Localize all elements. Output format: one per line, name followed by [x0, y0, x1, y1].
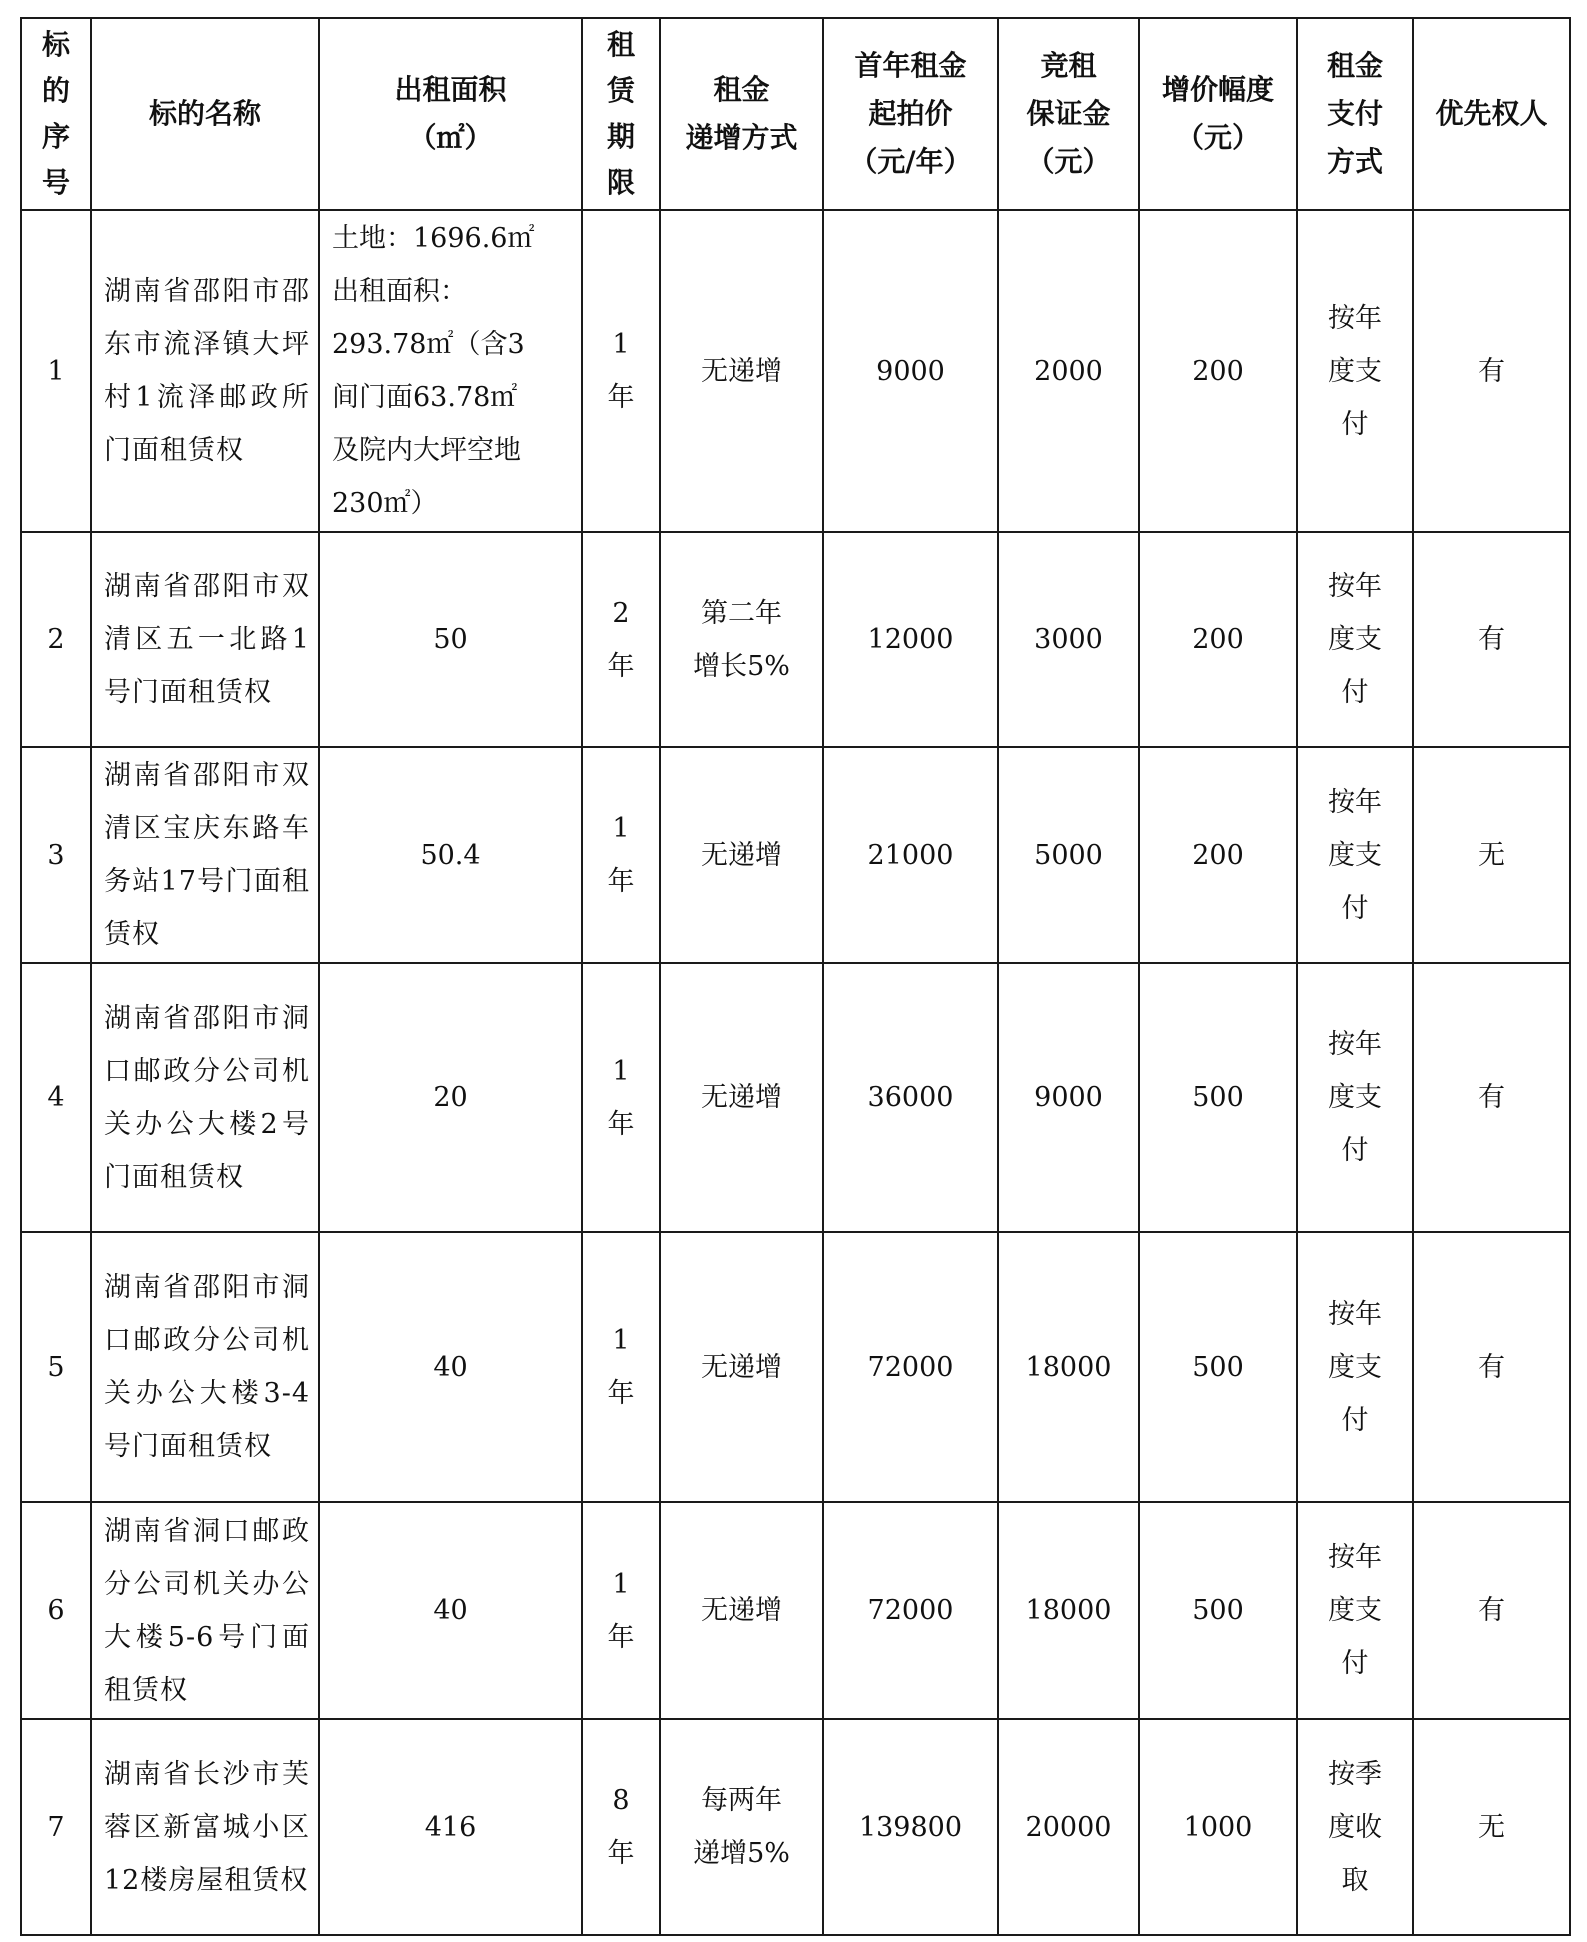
header-area: 出租面积 （㎡）: [319, 18, 582, 210]
cell-step: 200: [1139, 532, 1297, 747]
cell-priority: 有: [1413, 532, 1570, 747]
cell-name: 湖南省邵阳市邵东市流泽镇大坪村1流泽邮政所门面租赁权: [91, 210, 319, 532]
cell-payment: 按季 度收 取: [1297, 1719, 1413, 1935]
cell-priority: 有: [1413, 1232, 1570, 1502]
cell-increase: 无递增: [660, 1232, 823, 1502]
cell-payment: 按年 度支 付: [1297, 532, 1413, 747]
header-term: 租 赁 期 限: [582, 18, 660, 210]
header-row: [21, 18, 1570, 210]
cell-priority: 无: [1413, 1719, 1570, 1935]
cell-index: 6: [21, 1502, 91, 1719]
cell-index: 3: [21, 747, 91, 963]
cell-start-price: 9000: [823, 210, 998, 532]
cell-deposit: 9000: [998, 963, 1139, 1232]
cell-area: 40: [319, 1502, 582, 1719]
table-row: [21, 210, 1570, 532]
header-payment: 租金 支付 方式: [1297, 18, 1413, 210]
cell-step: 500: [1139, 963, 1297, 1232]
cell-index: 2: [21, 532, 91, 747]
cell-term: 1 年: [582, 963, 660, 1232]
cell-deposit: 18000: [998, 1232, 1139, 1502]
table-row: [21, 747, 1570, 963]
table-row: [21, 532, 1570, 747]
cell-name: 湖南省长沙市芙蓉区新富城小区12楼房屋租赁权: [91, 1719, 319, 1935]
header-priority: 优先权人: [1413, 18, 1570, 210]
cell-term: 1 年: [582, 1502, 660, 1719]
cell-step: 500: [1139, 1232, 1297, 1502]
cell-priority: 有: [1413, 1502, 1570, 1719]
cell-index: 5: [21, 1232, 91, 1502]
cell-name: 湖南省邵阳市洞口邮政分公司机关办公大楼2号门面租赁权: [91, 963, 319, 1232]
table-row: [21, 963, 1570, 1232]
cell-increase: 无递增: [660, 1502, 823, 1719]
header-deposit: 竞租 保证金 （元）: [998, 18, 1139, 210]
cell-start-price: 21000: [823, 747, 998, 963]
cell-increase: 无递增: [660, 747, 823, 963]
cell-start-price: 72000: [823, 1232, 998, 1502]
header-step: 增价幅度 （元）: [1139, 18, 1297, 210]
cell-area: 40: [319, 1232, 582, 1502]
cell-priority: 有: [1413, 963, 1570, 1232]
cell-deposit: 2000: [998, 210, 1139, 532]
cell-step: 200: [1139, 210, 1297, 532]
table-row: [21, 1232, 1570, 1502]
cell-step: 500: [1139, 1502, 1297, 1719]
cell-term: 1 年: [582, 747, 660, 963]
cell-index: 4: [21, 963, 91, 1232]
cell-area: 土地：1696.6㎡ 出租面积： 293.78㎡（含3 间门面63.78㎡ 及院内大坪空地 230㎡）: [319, 210, 582, 532]
table-row: [21, 1719, 1570, 1935]
cell-deposit: 5000: [998, 747, 1139, 963]
cell-increase: 每两年 递增5%: [660, 1719, 823, 1935]
header-start-price: 首年租金 起拍价 （元/年）: [823, 18, 998, 210]
cell-area: 20: [319, 963, 582, 1232]
cell-start-price: 72000: [823, 1502, 998, 1719]
cell-term: 2 年: [582, 532, 660, 747]
table-row: [21, 1502, 1570, 1719]
cell-index: 1: [21, 210, 91, 532]
cell-increase: 无递增: [660, 210, 823, 532]
cell-name: 湖南省邵阳市洞口邮政分公司机关办公大楼3-4号门面租赁权: [91, 1232, 319, 1502]
cell-deposit: 18000: [998, 1502, 1139, 1719]
cell-deposit: 3000: [998, 532, 1139, 747]
cell-payment: 按年 度支 付: [1297, 210, 1413, 532]
cell-deposit: 20000: [998, 1719, 1139, 1935]
cell-increase: 第二年 增长5%: [660, 532, 823, 747]
header-increase: 租金 递增方式: [660, 18, 823, 210]
cell-start-price: 36000: [823, 963, 998, 1232]
cell-step: 1000: [1139, 1719, 1297, 1935]
cell-payment: 按年 度支 付: [1297, 1502, 1413, 1719]
cell-payment: 按年 度支 付: [1297, 963, 1413, 1232]
cell-term: 1 年: [582, 1232, 660, 1502]
cell-payment: 按年 度支 付: [1297, 747, 1413, 963]
cell-start-price: 12000: [823, 532, 998, 747]
cell-term: 1 年: [582, 210, 660, 532]
cell-step: 200: [1139, 747, 1297, 963]
lease-table: [20, 17, 1571, 1936]
cell-name: 湖南省邵阳市双清区宝庆东路车务站17号门面租赁权: [91, 747, 319, 963]
header-index: 标 的 序 号: [21, 18, 91, 210]
cell-priority: 有: [1413, 210, 1570, 532]
header-name: 标的名称: [91, 18, 319, 210]
cell-area: 50: [319, 532, 582, 747]
cell-name: 湖南省邵阳市双清区五一北路1号门面租赁权: [91, 532, 319, 747]
cell-area: 50.4: [319, 747, 582, 963]
cell-increase: 无递增: [660, 963, 823, 1232]
cell-priority: 无: [1413, 747, 1570, 963]
cell-index: 7: [21, 1719, 91, 1935]
cell-name: 湖南省洞口邮政分公司机关办公大楼5-6号门面租赁权: [91, 1502, 319, 1719]
cell-payment: 按年 度支 付: [1297, 1232, 1413, 1502]
cell-term: 8 年: [582, 1719, 660, 1935]
cell-area: 416: [319, 1719, 582, 1935]
cell-start-price: 139800: [823, 1719, 998, 1935]
